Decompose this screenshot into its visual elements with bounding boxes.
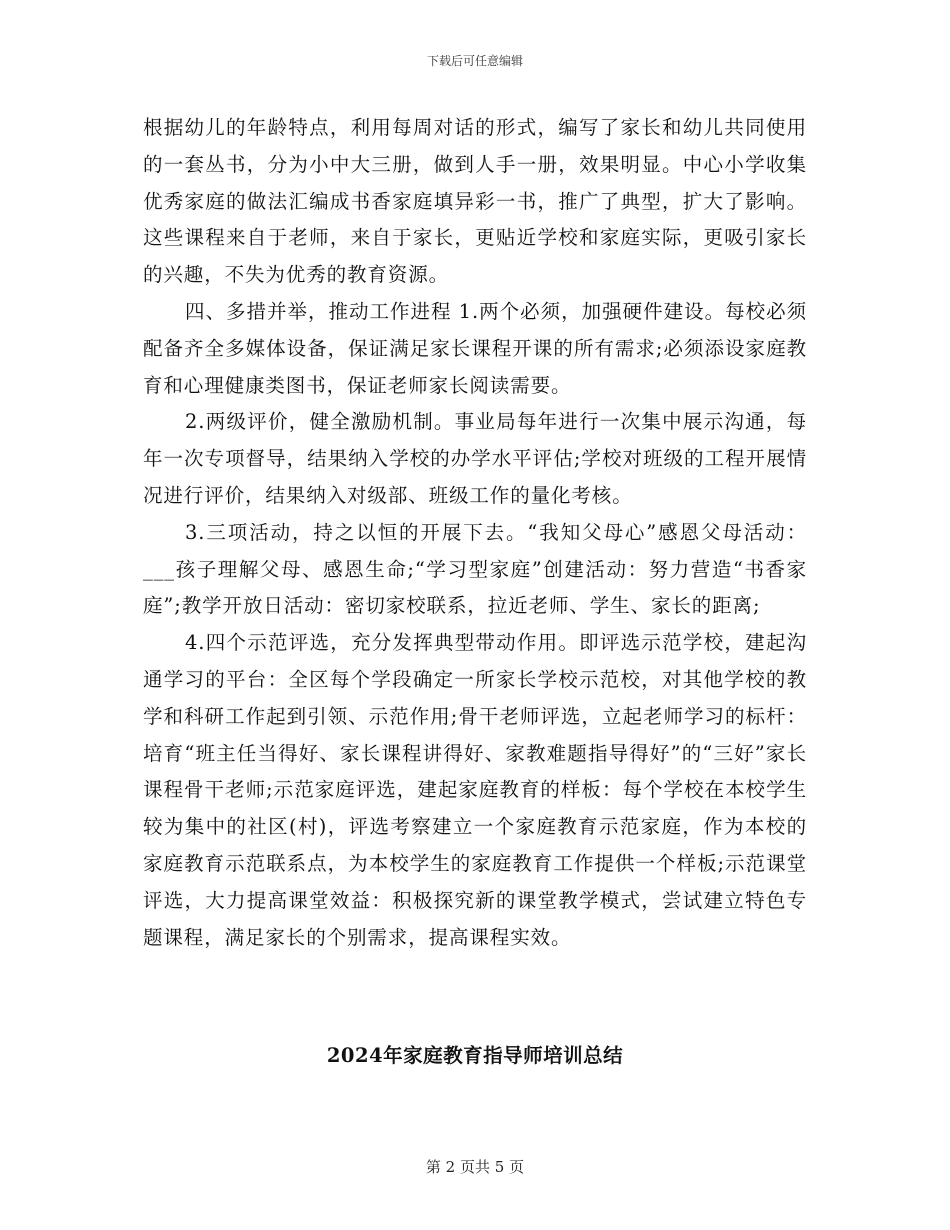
paragraph-continuation: 根据幼儿的年龄特点，利用每周对话的形式，编写了家长和幼儿共同使用的一套丛书，分为小中大三册，做到人手一册，效果明显。中心小学收集优秀家庭的做法汇编成书香家庭填异彩一书，推广了典型，扩大了影响。这些课程来自于老师，来自于家长，更贴近学校和家庭实际，更吸引家长的兴趣，不失为优秀的教育资源。 <box>143 116 807 287</box>
section-title: 2024年家庭教育指导师培训总结 <box>326 1044 624 1067</box>
paragraph-item-three: 3.三项活动，持之以恒的开展下去。“我知父母心”感恩父母活动：___孩子理解父母、感恩生命;“学习型家庭”创建活动：努力营造“书香家庭”;教学开放日活动：密切家校联系，拉近老师、学生、家长的距离; <box>143 520 807 618</box>
paragraph-section-four: 四、多措并举，推动工作进程 1.两个必须，加强硬件建设。每校必须配备齐全多媒体设备，保证满足家长课程开课的所有需求;必须添设家庭教育和心理健康类图书，保证老师家长阅读需要。 <box>143 299 807 397</box>
page-header: 下载后可任意编辑 <box>426 54 523 68</box>
paragraph-item-four: 4.四个示范评选，充分发挥典型带动作用。即评选示范学校，建起沟通学习的平台：全区每个学段确定一所家长学校示范校，对其他学校的教学和科研工作起到引领、示范作用;骨干老师评选，立起老师学习的标杆：培育“班主任当得好、家长课程讲得好、家教难题指导得好”的“三好”家长课程骨干老师;示范家庭评选，建起家庭教育的样板：每个学校在本校学生较为集中的社区(村)，评选考察建立一个家庭教育示范家庭，作为本校的家庭教育示范联系点，为本校学生的家庭教育工作提供一个样板;示范课堂评选，大力提高课堂效益：积极探究新的课堂教学模式，尝试建立特色专题课程，满足家长的个别需求，提高课程实效。 <box>143 631 807 949</box>
document-body <box>143 110 807 956</box>
paragraph-item-two: 2.两级评价，健全激励机制。事业局每年进行一次集中展示沟通，每年一次专项督导，结果纳入学校的办学水平评估;学校对班级的工程开展情况进行评价，结果纳入对级部、班级工作的量化考核。 <box>143 410 807 507</box>
page-footer: 第 2 页共 5 页 <box>425 1158 525 1176</box>
